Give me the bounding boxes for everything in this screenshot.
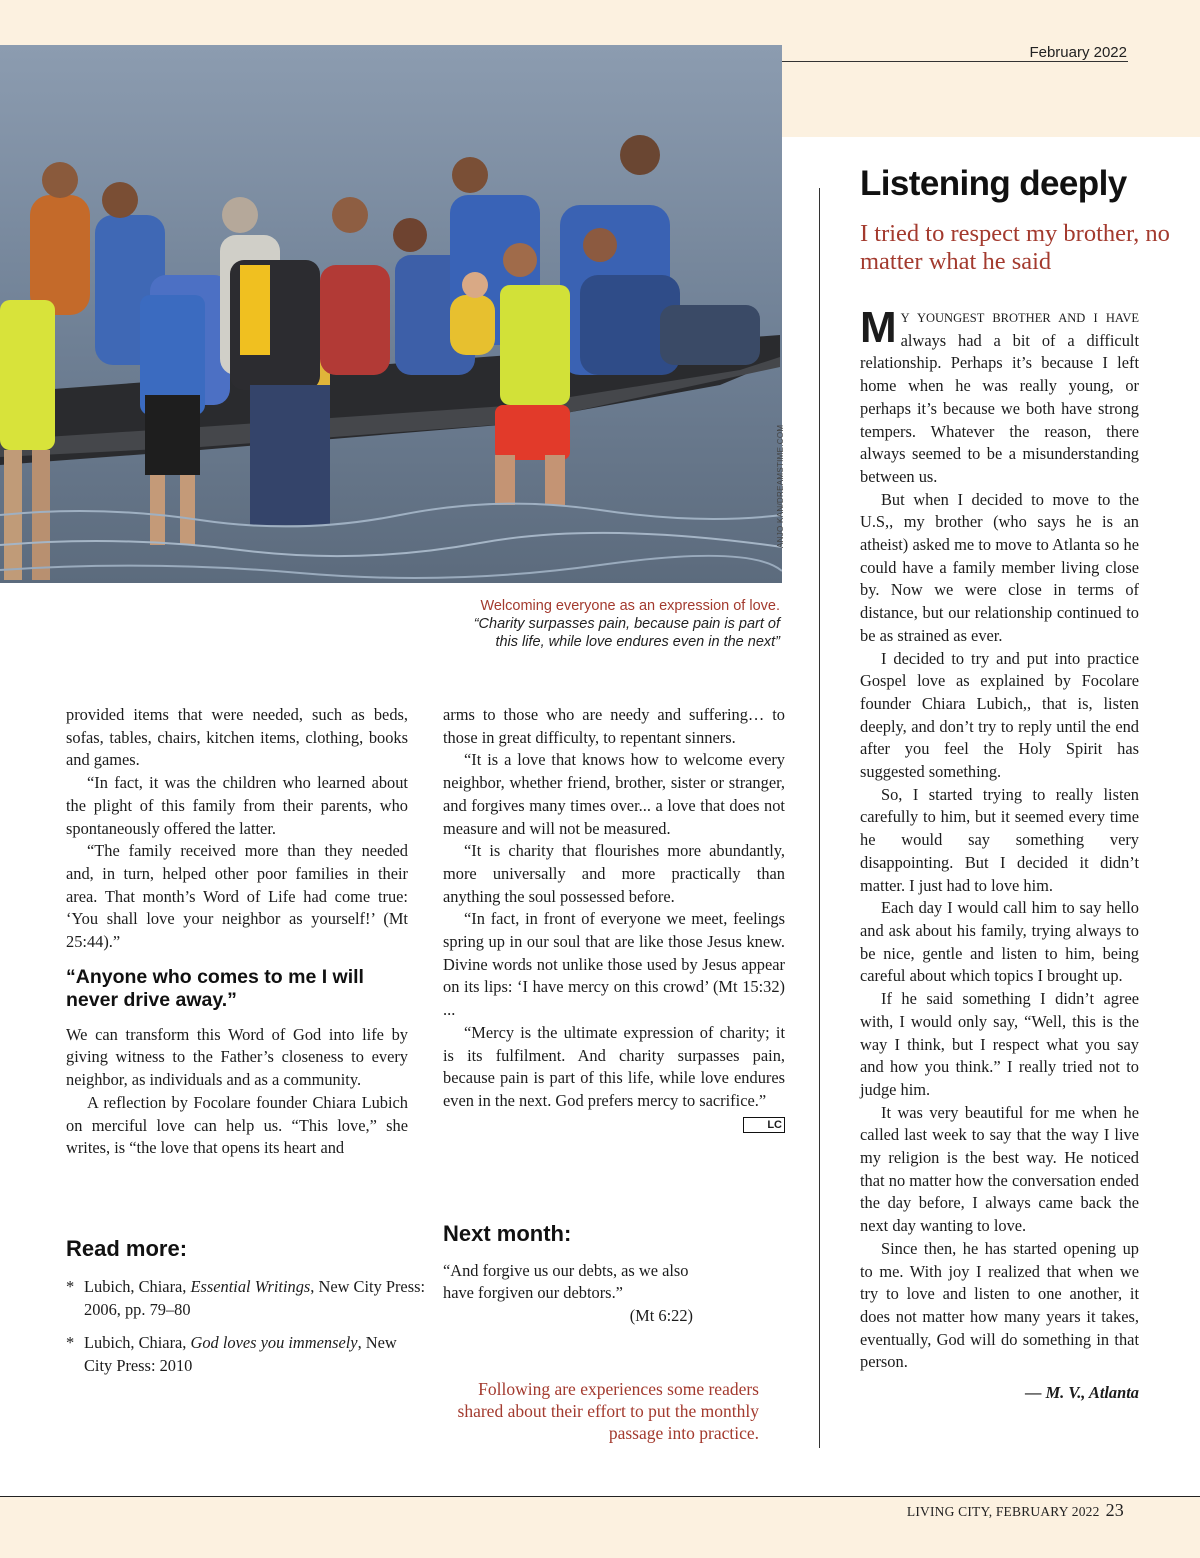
paragraph: “It is charity that flourishes more abundantly, more universally and more practically than anything the soul possessed before.: [443, 841, 785, 906]
caption-line-2: “Charity surpasses pain, because pain is part of: [473, 616, 780, 632]
caption-line-3: this life, while love endures even in the next”: [495, 634, 780, 650]
caption-line-1: Welcoming everyone as an expression of love.: [480, 598, 780, 614]
paragraph: It was very beautiful for me when he called last week to say that the way I live my religion is the best way. He noticed that no matter how the conversation ended the day before, I always came back the next day wanting to love.: [860, 1102, 1139, 1236]
paragraph: A reflection by Focolare founder Chiara Lubich on merciful love can help us. “This love,” she writes, is “the love that opens its heart and: [66, 1092, 408, 1158]
paragraph: M Y YOUNGEST BROTHER AND I HAVE always had a bit of a difficult relationship. Perhaps it’s because I left home when he was really young, or perhaps it’s because we both have strong tempers. Whatever the reason, there always seemed to be a misunderstanding between us.: [860, 303, 1139, 486]
paragraph: If he said something I didn’t agree with, I would only say, “Well, this is the way I think, but I respect what you say and how you think.” I really tried not to judge him.: [860, 989, 1139, 1099]
page-footer: [907, 1500, 1124, 1521]
body-column-1: [66, 704, 408, 1160]
side-band: [782, 45, 1200, 137]
drop-cap: M: [860, 303, 897, 352]
paragraph: arms to those who are needy and suffering… to those in great difficulty, to repentant sinners.: [443, 705, 785, 747]
read-more-box: [66, 1236, 426, 1389]
section-subhead: “Anyone who comes to me I will never drive away.”: [66, 965, 364, 1011]
reference-item: * Lubich, Chiara, Essential Writings, New City Press: 2006, pp. 79–80: [66, 1277, 426, 1319]
paragraph: But when I decided to move to the U.S,, my brother (who says he is an atheist) asked me to move to Atlanta so he could have a family member living close by. Now we were close in terms of distance, but our relationship continued to be as strained as ever.: [860, 489, 1139, 645]
next-month-quote: “And forgive us our debts, as we also have forgiven our debtors.”: [443, 1260, 689, 1303]
article-body: [860, 303, 1139, 1405]
paragraph: “It is a love that knows how to welcome every neighbor, whether friend, brother, sister or stranger, and forgives many times over... a love that does not measure and will not be measured.: [443, 750, 785, 838]
photo-caption: [474, 597, 780, 651]
paragraph: I decided to try and put into practice Gospel love as explained by Focolare founder Chiara Lubich,, that is, listen deeply, and don’t try to reply until the end after you feel the Holy Spirit has suggested something.: [860, 648, 1139, 782]
paragraph: provided items that were needed, such as beds, sofas, tables, chairs, kitchen items, clothing, books and games.: [66, 705, 408, 770]
paragraph: We can transform this Word of God into life by giving witness to the Father’s closeness to every neighbor, as individuals and as a community.: [66, 1024, 408, 1090]
byline: — M. V., Atlanta: [1025, 1383, 1139, 1403]
body-column-2: [443, 704, 785, 1133]
lead-in: Y YOUNGEST BROTHER AND I HAVE: [900, 311, 1139, 325]
column-divider: [819, 188, 820, 1448]
publication-line: LIVING CITY, FEBRUARY 2022: [906, 1504, 1100, 1519]
paragraph: “In fact, in front of everyone we meet, feelings spring up in our soul that are like those Jesus knew. Divine words not unlike those used by Jesus appear on its lips: ‘I have mercy on this crowd’ (Mt 15:32) ...: [443, 909, 785, 1020]
reference-item: * Lubich, Chiara, God loves you immensely, New City Press: 2010: [66, 1333, 397, 1376]
page-number: 23: [1105, 1500, 1124, 1520]
refugee-boat-photo: [0, 45, 782, 583]
paragraph: Each day I would call him to say hello and ask about his family, trying always to be nice, gentle and listen to him, being careful about which topics I brought up.: [860, 898, 1139, 986]
next-month-box: [443, 1223, 693, 1328]
article-title: Listening deeply: [860, 164, 1127, 203]
article-dek: I tried to respect my brother, no matter what he said: [860, 220, 1170, 275]
end-mark: LC: [743, 1117, 785, 1133]
next-month-heading: Next month:: [443, 1221, 572, 1246]
paragraph: [443, 1022, 785, 1131]
next-month-citation: (Mt 6:22): [629, 1306, 693, 1326]
top-band: [0, 0, 1200, 45]
paragraph: “The family received more than they needed and, in turn, helped other poor families in their area. That month’s Word of Life had come true: ‘You shall love your neighbor as yourself!’ (Mt 25:44).”: [66, 841, 408, 952]
paragraph: Since then, he has started opening up to me. With joy I realized that when we try to love and listen to one another, it does not matter how many years it takes, eventually, God will do something in that person.: [860, 1238, 1139, 1372]
header-rule: [782, 61, 1128, 62]
experiences-intro: Following are experiences some readers shared about their effort to put the monthly passage into practice.: [457, 1379, 759, 1443]
paragraph: So, I started trying to really listen carefully to him, but it seemed every time he would say something very disappointing. But I decided it didn’t matter. I just had to love him.: [860, 784, 1139, 895]
paragraph-text: “Mercy is the ultimate expression of charity; it is its fulfilment. And charity surpasses pain, because pain is part of this life, while love endures even in the next. God prefers mercy to sacrifice.”: [443, 1022, 785, 1110]
photo-credit: ANJO KAN/DREAMSTIME.COM: [776, 424, 785, 548]
issue-date: February 2022: [1029, 44, 1127, 61]
read-more-heading: Read more:: [66, 1236, 188, 1261]
paragraph: “In fact, it was the children who learned about the plight of this family from their parents, who spontaneously offered the latter.: [66, 773, 408, 838]
